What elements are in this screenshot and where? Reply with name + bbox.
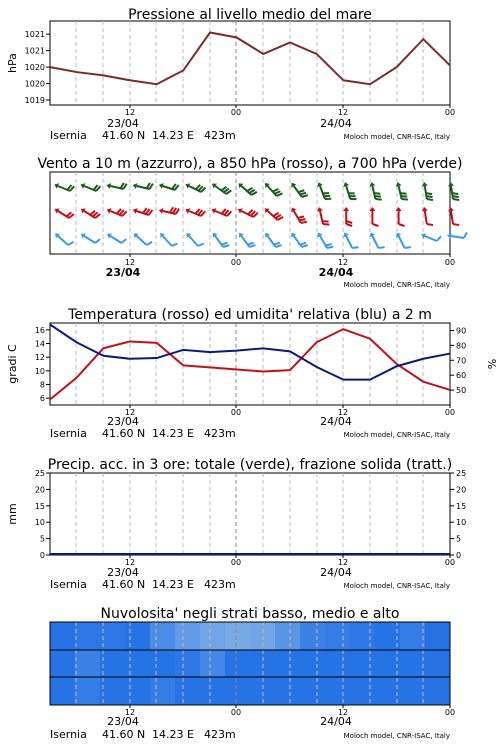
pressure-plot-frame	[50, 21, 450, 105]
wind-barb-10m-2	[107, 233, 126, 243]
wind-barb-feather	[402, 199, 408, 200]
temp-date-2: 24/04	[320, 415, 352, 428]
wind-barb-head	[133, 183, 138, 189]
cloud-cell-r2-c15	[425, 677, 451, 705]
wind-barb-feather	[426, 193, 432, 194]
wind-barb-head	[343, 207, 349, 211]
cloud-cover-panel	[50, 606, 455, 741]
temp-grid	[76, 323, 423, 405]
cloud-location-lon: 14.23 E	[152, 728, 194, 741]
wind-barb-feather	[352, 247, 358, 248]
wind-barb-feather	[248, 243, 254, 245]
temp-y-tick-label-1: 8	[39, 380, 45, 390]
wind-barb-feather	[300, 193, 306, 195]
wind-barb-850hPa-9	[291, 208, 307, 223]
wind-barb-700hPa-6	[212, 184, 231, 194]
precip-y-axis-label: mm	[6, 503, 19, 525]
x-tick-label-3: 00	[444, 258, 456, 267]
x-tick-label-2: 12	[337, 408, 349, 417]
wind-barb-feather	[405, 247, 411, 248]
wind-barb-feather	[327, 247, 333, 248]
wind-barb-10m-1	[81, 233, 100, 243]
precip-location-lat: 41.60 N	[102, 578, 146, 591]
temp-location-line	[50, 427, 450, 440]
cloud-cell-r0-c7	[225, 622, 251, 650]
cloud-cell-r1-c7	[225, 650, 251, 677]
cloud-title: Nuvolosita' negli strati basso, medio e alto	[100, 606, 400, 622]
wind-barb-feather	[427, 224, 433, 225]
location-lon: 14.23 E	[152, 129, 194, 142]
wind-barb-700hPa-0	[54, 183, 74, 191]
wind-barb-feather	[301, 222, 307, 223]
temp-y-axis-label: gradi C	[6, 344, 19, 384]
wind-title: Vento a 10 m (azzurro), a 850 hPa (rosso), a 700 hPa (verde)	[37, 156, 463, 172]
precip-date-1: 23/04	[107, 566, 139, 579]
wind-barb-feather	[453, 199, 459, 200]
wind-barb-shaft	[137, 236, 147, 245]
wind-barb-700hPa-1	[81, 183, 101, 191]
x-tick-label-3: 00	[444, 708, 456, 717]
wind-barb-feather	[95, 239, 100, 243]
y-tick-label-1: 1020	[24, 79, 45, 89]
wind-barb-850hPa-14	[422, 207, 433, 225]
cloud-cell-r2-c9	[275, 677, 301, 705]
pressure-panel	[6, 7, 455, 142]
wind-barb-shaft	[425, 211, 427, 224]
wind-barb-700hPa-5	[185, 183, 205, 192]
wind-barb-head	[448, 207, 454, 211]
wind-barb-shaft	[110, 236, 121, 243]
x-tick-label-3: 00	[444, 108, 456, 117]
wind-barb-10m-5	[186, 233, 203, 246]
cloud-cell-r1-c15	[425, 650, 451, 677]
wind-barb-shaft	[425, 236, 437, 241]
cloud-heatmap-cells	[50, 622, 451, 705]
humidity-y-ticks-right	[450, 326, 466, 395]
cloud-cell-r0-c5	[175, 622, 201, 650]
pressure-x-ticks	[125, 105, 455, 117]
wind-barb-850hPa-4	[159, 207, 179, 214]
wind-barb-feather	[323, 224, 329, 225]
cloud-cell-r1-c11	[325, 650, 351, 677]
precipitation-panel	[6, 457, 466, 591]
cloud-cell-r2-c0	[50, 677, 76, 705]
wind-barb-feather	[274, 243, 280, 245]
wind-barb-feather	[464, 232, 467, 238]
x-tick-label-2: 12	[337, 708, 349, 717]
wind-barb-head	[448, 182, 454, 186]
pressure-grid	[76, 21, 423, 105]
x-tick-label-1: 00	[230, 558, 242, 567]
cloud-cell-r1-c3	[125, 650, 151, 677]
wind-barb-10m-8	[265, 233, 281, 247]
wind-barb-feather	[249, 245, 255, 247]
precip-x-ticks	[125, 555, 455, 567]
precip-plot-frame	[50, 473, 450, 555]
temperature-humidity-panel	[6, 307, 498, 440]
wind-barb-shaft	[58, 236, 68, 245]
y-tick-label-2: 1020	[24, 63, 45, 73]
wind-barb-head	[107, 183, 112, 189]
wind-barb-850hPa-6	[212, 208, 232, 216]
wind-barb-feather	[401, 196, 407, 197]
cloud-model-credit: Moloch model, CNR-ISAC, Italy	[343, 732, 450, 740]
pressure-series-line	[50, 33, 450, 85]
wind-barb-feather	[400, 193, 406, 194]
wind-barb-10m-11	[344, 232, 359, 248]
wind-barb-850hPa-10	[317, 207, 329, 224]
cloud-cell-r2-c11	[325, 677, 351, 705]
wind-barb-feather	[198, 243, 204, 246]
precip-y-ticks-left	[35, 469, 50, 560]
precip-y-tick-label-r-5: 25	[456, 469, 467, 478]
cloud-cell-r0-c12	[350, 622, 376, 650]
wind-barb-feather	[275, 191, 281, 194]
precip-y-tick-label-r-2: 10	[456, 518, 467, 528]
temperature-series-line	[50, 329, 450, 399]
wind-date-1: 23/04	[105, 266, 141, 279]
wind-barb-850hPa-2	[107, 208, 127, 216]
wind-barb-700hPa-9	[291, 183, 307, 197]
cloud-location-lat: 41.60 N	[102, 728, 146, 741]
wind-barb-shaft	[451, 211, 453, 224]
precip-y-tick-label-l-1: 5	[39, 534, 45, 544]
temp-title: Temperatura (rosso) ed umidita' relativa (blu) a 2 m	[68, 307, 432, 323]
wind-barb-10m-3	[134, 233, 152, 245]
cloud-location-name: Isernia	[50, 728, 87, 741]
cloud-cell-r2-c14	[400, 677, 426, 705]
cloud-cell-r0-c3	[125, 622, 151, 650]
wind-barb-shaft	[84, 236, 95, 243]
wind-barb-feather	[276, 245, 282, 247]
location-name: Isernia	[50, 129, 87, 142]
wind-barb-feather	[277, 193, 283, 196]
wind-barb-850hPa-12	[369, 207, 378, 226]
x-tick-label-0: 12	[124, 408, 136, 417]
temp-location-lon: 14.23 E	[152, 427, 194, 440]
temp-y-tick-label-0: 6	[39, 394, 45, 404]
wind-barb-10m-14	[421, 233, 441, 241]
cloud-cell-r1-c1	[75, 650, 101, 677]
precip-y-tick-label-l-2: 10	[34, 518, 45, 528]
cloud-cell-r0-c6	[200, 622, 226, 650]
wind-barb-shaft	[399, 236, 405, 248]
cloud-date-2: 24/04	[320, 715, 352, 728]
x-tick-label-3: 00	[444, 408, 456, 417]
wind-barb-700hPa-14	[422, 182, 433, 200]
wind-barb-shaft	[451, 236, 464, 238]
wind-barb-10m-10	[317, 233, 333, 248]
temp-y-ticks-left	[35, 326, 50, 403]
wind-barb-feather	[322, 221, 328, 222]
cloud-cell-r1-c5	[175, 650, 201, 677]
wind-barb-feather	[453, 196, 459, 197]
cloud-cell-r1-c6	[200, 650, 226, 677]
wind-barb-feather	[378, 247, 384, 248]
cloud-cell-r1-c4	[150, 650, 176, 677]
wind-barb-850hPa-1	[81, 208, 100, 218]
precip-location-name: Isernia	[50, 578, 87, 591]
x-tick-label-0: 12	[124, 258, 136, 267]
hum-y-tick-label-4: 90	[456, 326, 467, 336]
cloud-cell-r1-c10	[300, 650, 326, 677]
wind-barb-shaft	[189, 236, 198, 246]
temp-location-lat: 41.60 N	[102, 427, 146, 440]
wind-barb-850hPa-11	[343, 207, 352, 226]
wind-barb-head	[317, 207, 323, 212]
y-tick-label-3: 1021	[24, 46, 45, 56]
wind-barb-10m-0	[55, 233, 73, 245]
wind-barb-850hPa-8	[265, 208, 283, 220]
pressure-date-2: 24/04	[320, 117, 352, 130]
wind-barb-700hPa-2	[107, 183, 127, 189]
hum-y-tick-label-2: 70	[456, 356, 467, 366]
cloud-cell-r0-c0	[50, 622, 76, 650]
wind-barb-shaft	[163, 236, 172, 246]
wind-barb-10m-7	[239, 233, 255, 247]
x-tick-label-0: 12	[124, 708, 136, 717]
wind-barb-10m-6	[213, 233, 229, 247]
wind-barb-10m-12	[370, 232, 385, 248]
wind-barb-feather	[273, 189, 279, 192]
cloud-location-line	[50, 728, 450, 741]
wind-barb-feather	[325, 244, 331, 245]
wind-barb-10m-9	[291, 233, 307, 247]
cloud-date-1: 23/04	[107, 715, 139, 728]
y-tick-label-0: 1019	[24, 96, 45, 106]
cloud-cell-r2-c5	[175, 677, 201, 705]
wind-barb-feather	[437, 236, 441, 241]
precip-title: Precip. acc. in 3 ore: totale (verde), frazione solida (tratt.)	[47, 457, 453, 473]
temp-model-credit: Moloch model, CNR-ISAC, Italy	[343, 431, 450, 439]
wind-barb-shaft	[372, 236, 378, 248]
wind-model-credit: Moloch model, CNR-ISAC, Italy	[343, 281, 450, 289]
wind-barb-feather	[302, 245, 308, 247]
cloud-cell-r2-c4	[150, 677, 176, 705]
precip-y-tick-label-l-3: 15	[34, 501, 45, 511]
wind-barb-700hPa-13	[396, 182, 408, 199]
wind-barb-700hPa-3	[133, 183, 153, 189]
precip-y-tick-label-l-0: 0	[39, 551, 45, 560]
temp-y-tick-label-3: 12	[34, 353, 45, 363]
temp-location-elev: 423m	[204, 427, 236, 440]
humidity-y-axis-label: %	[485, 358, 498, 370]
cloud-cell-r1-c9	[275, 650, 301, 677]
pressure-location-line	[50, 129, 450, 142]
x-tick-label-2: 12	[337, 258, 349, 267]
wind-barb-850hPa-3	[133, 208, 153, 215]
precip-y-tick-label-r-0: 0	[456, 551, 462, 560]
x-tick-label-1: 00	[230, 108, 242, 117]
cloud-cell-r0-c11	[325, 622, 351, 650]
cloud-cell-r0-c2	[100, 622, 126, 650]
precip-date-2: 24/04	[320, 566, 352, 579]
wind-barb-head	[447, 233, 451, 239]
wind-barb-feather	[299, 219, 305, 220]
wind-barb-feather	[346, 224, 352, 226]
temp-y-tick-label-4: 14	[34, 339, 45, 349]
wind-barb-feather	[172, 243, 178, 246]
wind-barb-feather	[452, 193, 458, 194]
precip-location-lon: 14.23 E	[152, 578, 194, 591]
wind-barb-feather	[372, 224, 378, 226]
x-tick-label-1: 00	[230, 258, 242, 267]
cloud-cell-r2-c3	[125, 677, 151, 705]
wind-barb-700hPa-8	[265, 183, 282, 196]
hum-y-tick-label-1: 60	[456, 371, 467, 381]
cloud-cell-r0-c4	[150, 622, 176, 650]
wind-barb-850hPa-5	[185, 208, 205, 216]
wind-barbs	[54, 182, 467, 248]
precip-location-line	[50, 578, 450, 591]
cloud-cell-r1-c12	[350, 650, 376, 677]
wind-barb-feather	[426, 196, 432, 197]
location-lat: 41.60 N	[102, 129, 146, 142]
precip-grid	[76, 473, 423, 555]
cloud-cell-r2-c2	[100, 677, 126, 705]
location-elev: 423m	[204, 129, 236, 142]
wind-barb-feather	[375, 196, 381, 197]
pressure-date-1: 23/04	[107, 117, 139, 130]
wind-barb-head	[159, 208, 164, 214]
x-tick-label-2: 12	[337, 108, 349, 117]
wind-barb-10m-13	[396, 232, 411, 248]
y-tick-label-4: 1021	[24, 30, 45, 40]
precip-model-credit: Moloch model, CNR-ISAC, Italy	[343, 582, 450, 590]
wind-barb-feather	[427, 199, 433, 200]
wind-date-2: 24/04	[318, 266, 354, 279]
cloud-cell-r2-c10	[300, 677, 326, 705]
hum-y-tick-label-0: 50	[456, 386, 467, 396]
pressure-title: Pressione al livello medio del mare	[128, 7, 372, 23]
wind-barb-feather	[147, 242, 153, 245]
wind-barb-feather	[375, 199, 381, 200]
cloud-cell-r2-c1	[75, 677, 101, 705]
wind-barb-feather	[298, 217, 304, 218]
x-tick-label-1: 00	[230, 708, 242, 717]
cloud-cell-r2-c7	[225, 677, 251, 705]
cloud-cell-r0-c14	[400, 622, 426, 650]
cloud-location-elev: 423m	[204, 728, 236, 741]
pressure-y-ticks	[25, 30, 50, 105]
wind-barb-700hPa-4	[159, 183, 179, 190]
cloud-cell-r2-c6	[200, 677, 226, 705]
temp-y-tick-label-2: 10	[34, 366, 45, 376]
cloud-cell-r0-c10	[300, 622, 326, 650]
wind-barb-feather	[298, 190, 304, 192]
wind-barb-shaft	[346, 236, 352, 248]
cloud-cell-r1-c0	[50, 650, 76, 677]
wind-barb-feather	[68, 242, 74, 245]
wind-x-ticks	[125, 254, 455, 267]
temp-y-tick-label-5: 16	[34, 325, 45, 335]
temp-x-ticks	[125, 405, 455, 417]
x-tick-label-1: 00	[230, 408, 242, 417]
wind-barb-feather	[453, 224, 459, 225]
wind-barb-850hPa-0	[55, 208, 74, 218]
precip-location-elev: 423m	[204, 578, 236, 591]
precip-y-tick-label-l-5: 25	[34, 469, 45, 478]
precip-y-tick-label-r-1: 5	[456, 534, 462, 544]
wind-barb-700hPa-11	[343, 182, 356, 199]
temp-date-1: 23/04	[107, 415, 139, 428]
cloud-cell-r1-c14	[400, 650, 426, 677]
pressure-y-axis-label: hPa	[6, 53, 19, 73]
cloud-cell-r0-c15	[425, 622, 451, 650]
x-tick-label-3: 00	[444, 558, 456, 567]
wind-barb-feather	[221, 243, 227, 245]
cloud-cell-r2-c12	[350, 677, 376, 705]
temp-plot-frame	[50, 323, 450, 405]
temp-location-name: Isernia	[50, 427, 87, 440]
precip-y-tick-label-l-4: 20	[34, 485, 45, 495]
x-tick-label-0: 12	[124, 558, 136, 567]
wind-barb-feather	[399, 224, 405, 226]
wind-barb-10m-4	[160, 233, 177, 246]
x-tick-label-2: 12	[337, 558, 349, 567]
precip-y-tick-label-r-3: 15	[456, 501, 467, 511]
wind-barb-700hPa-12	[369, 182, 381, 199]
hum-y-tick-label-3: 80	[456, 341, 467, 351]
wind-barb-700hPa-7	[238, 183, 256, 195]
model-credit: Moloch model, CNR-ISAC, Italy	[343, 133, 450, 141]
wind-barb-feather	[223, 245, 229, 247]
wind-barb-850hPa-7	[238, 208, 258, 217]
cloud-cell-r0-c9	[275, 622, 301, 650]
wind-barb-feather	[121, 239, 126, 243]
cloud-cell-r0-c1	[75, 622, 101, 650]
wind-barb-feather	[374, 193, 380, 194]
wind-barb-feather	[302, 195, 308, 197]
wind-panel	[37, 156, 466, 289]
x-tick-label-0: 12	[124, 108, 136, 117]
wind-barb-700hPa-10	[317, 182, 331, 199]
precip-y-tick-label-r-4: 20	[456, 485, 467, 495]
wind-barb-feather	[300, 243, 306, 245]
precip-y-ticks-right	[450, 469, 466, 560]
cloud-cell-r1-c2	[100, 650, 126, 677]
cloud-x-ticks	[125, 705, 455, 717]
